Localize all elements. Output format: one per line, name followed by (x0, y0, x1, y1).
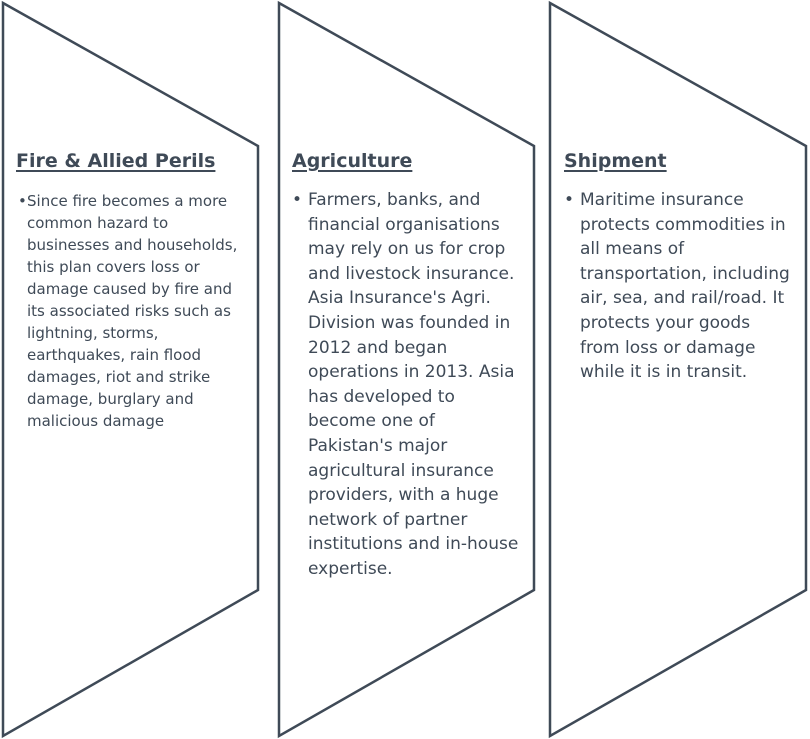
heading-agriculture: Agriculture (292, 150, 413, 172)
bullet-item (16, 190, 252, 432)
panel-agriculture (292, 150, 524, 582)
panel-body-text: Farmers, banks, and financial organisations may rely on us for crop and livestock insurance. Asia Insurance's Agri. Division was founded in 2012 and began operations in 2013. Asia has developed to become one of Pakistan's major agricultural insurance providers, with a huge network of partner institutions and in-house expertise. (308, 190, 519, 579)
panel-fire-allied-perils (16, 150, 252, 432)
body-text-part-2: caused by fire and its associated risks such as lightning, storms, earthquakes, rain flood damages, riot and strike damage, burglary and malicious damage (27, 280, 232, 430)
panel-shipment (564, 150, 790, 385)
heading-shipment: Shipment (564, 150, 667, 172)
heading-fire-allied-perils: Fire & Allied Perils (16, 150, 216, 172)
body-text-part-1: Since fire becomes a more common hazard to businesses and households, this plan covers loss or damage (27, 192, 238, 298)
bullet-item (292, 188, 524, 582)
panel-body-text: Maritime insurance protects commodities in all means of transportation, including air, sea, and rail/road. It protects your goods from loss or damage while it is in transit. (580, 190, 790, 383)
bullet-item (564, 188, 790, 385)
panel-body-text (27, 190, 252, 432)
bullet-icon: • (18, 192, 27, 210)
bullet-icon: • (564, 190, 575, 210)
bullet-icon: • (292, 190, 303, 210)
